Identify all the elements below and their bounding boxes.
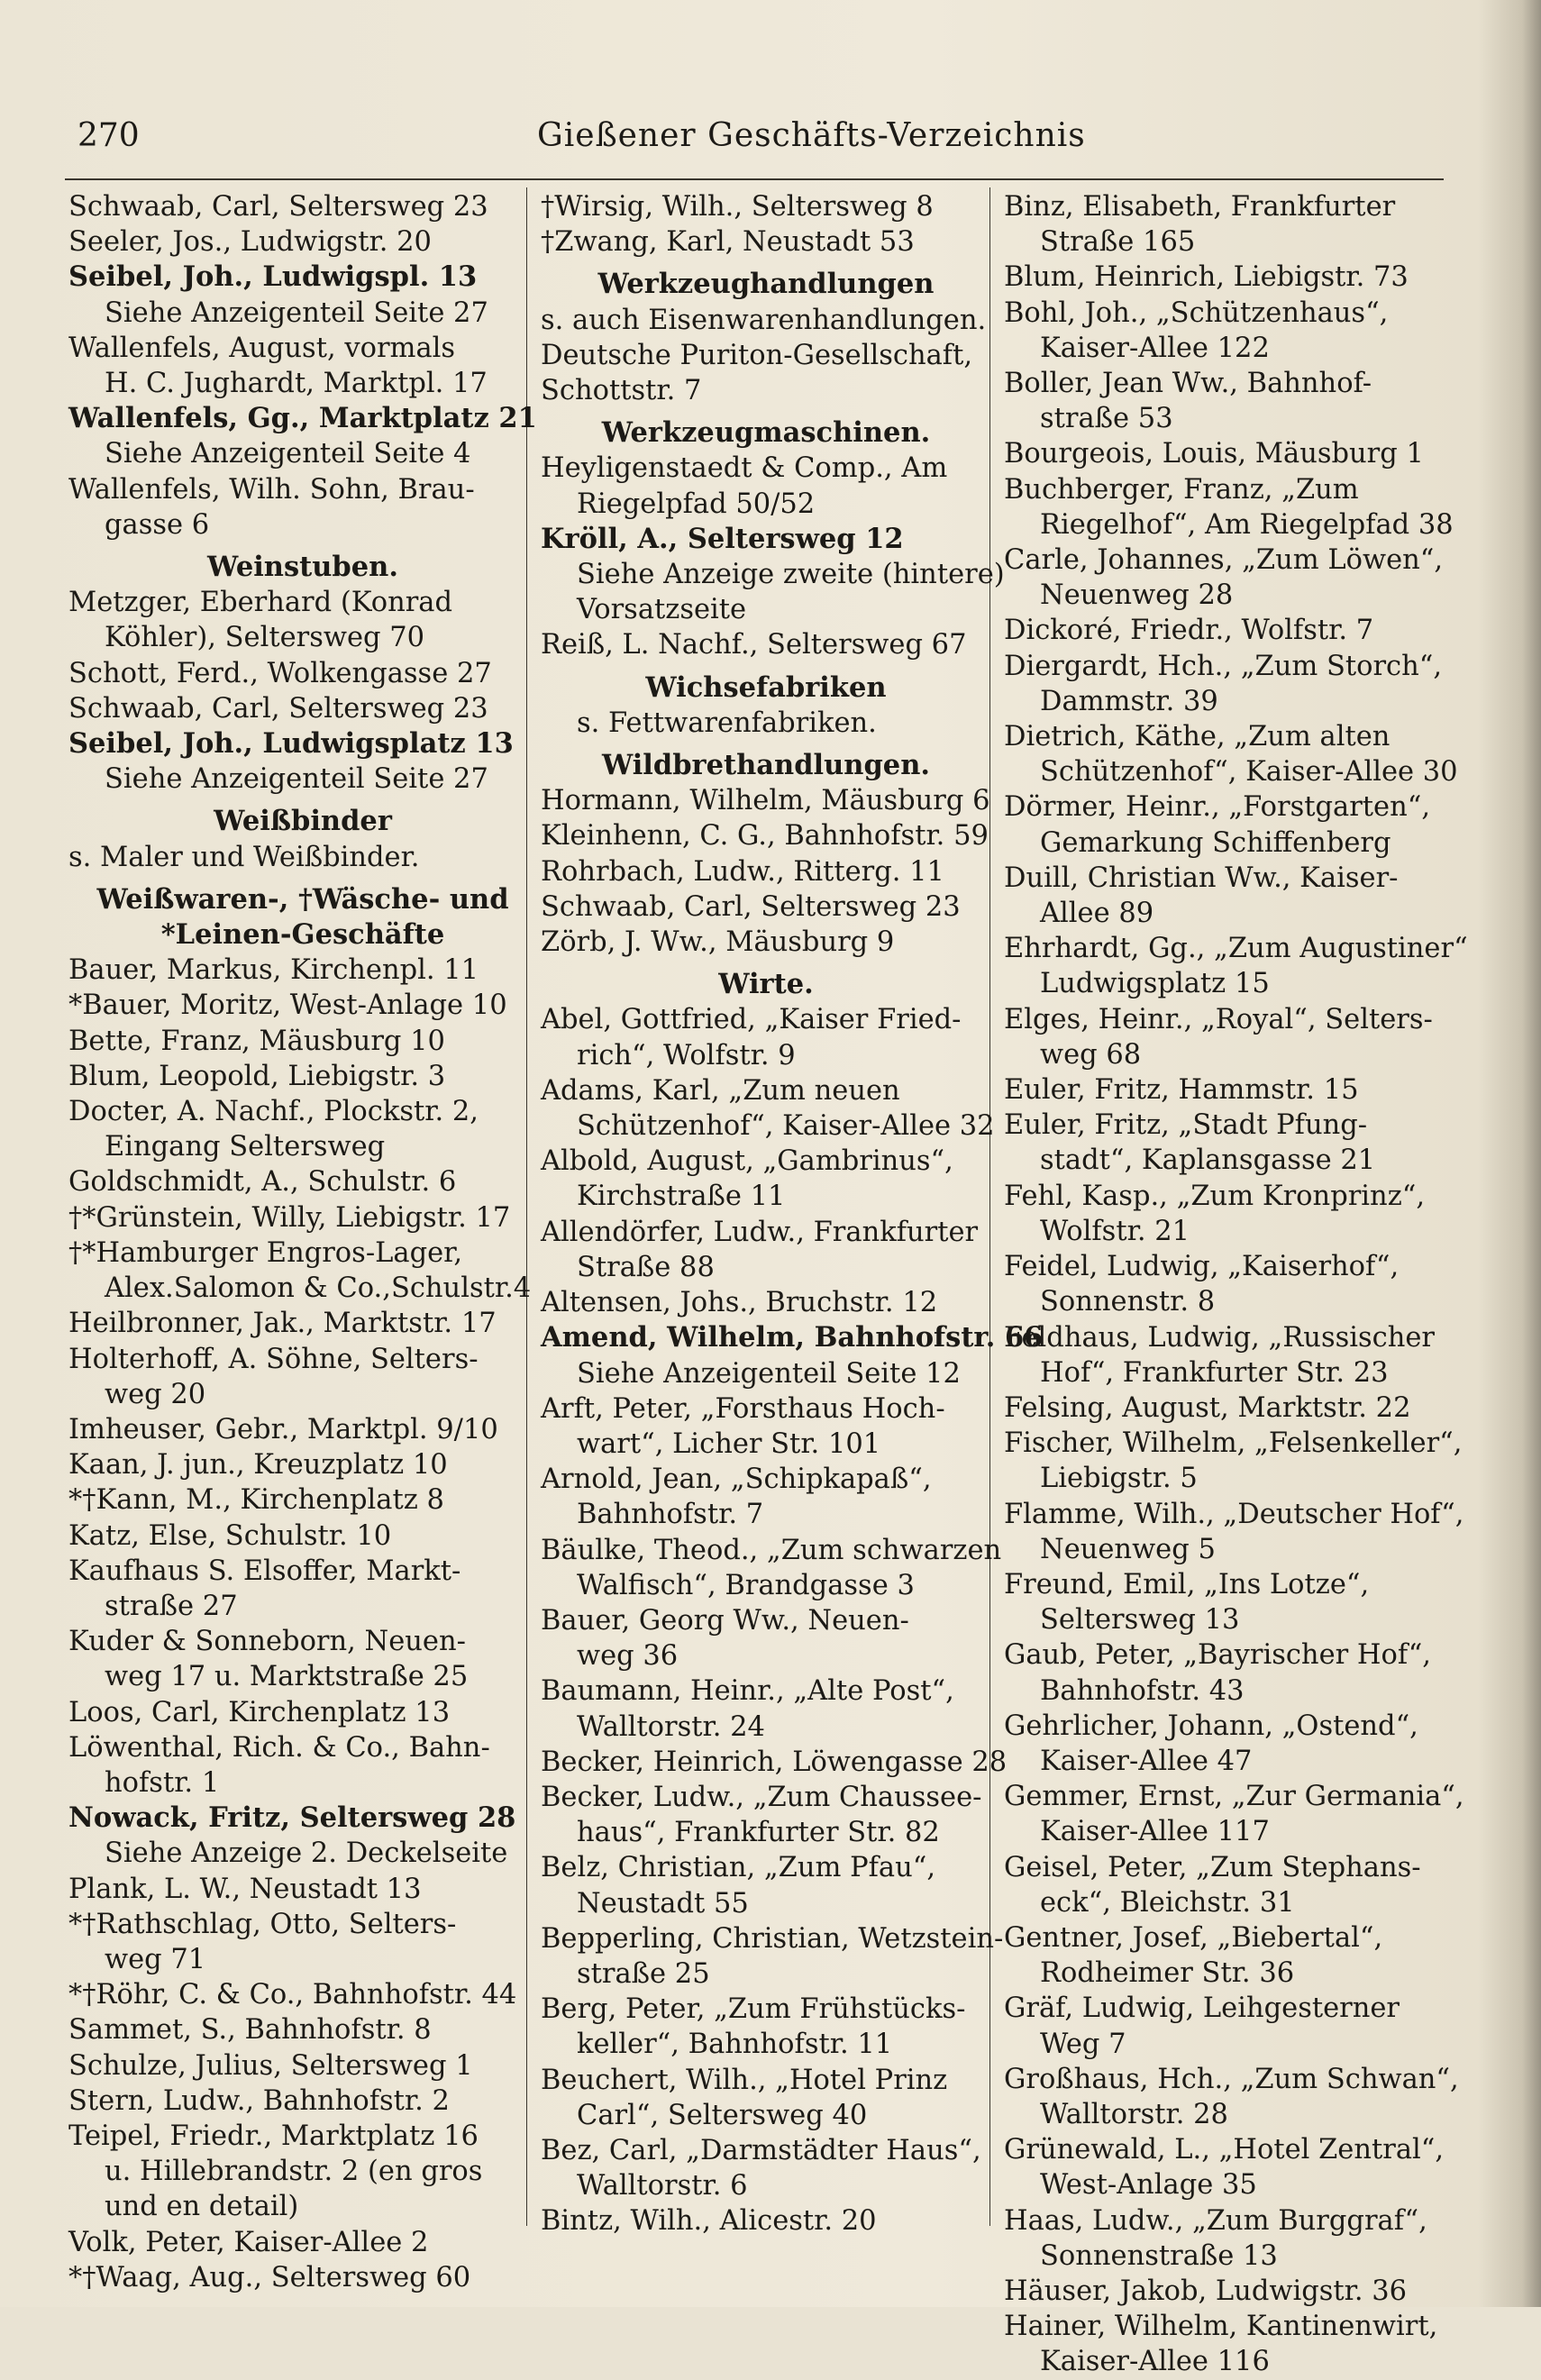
directory-entry-line: Bintz, Wilh., Alicestr. 20 (541, 2205, 877, 2238)
directory-entry-line: Bepperling, Christian, Wetzstein- (541, 1922, 1004, 1955)
directory-entry-line: Docter, A. Nachf., Plockstr. 2, (68, 1096, 479, 1128)
column-3 (1004, 189, 1468, 2378)
page-number: 270 (78, 117, 140, 154)
directory-entry-line: Walltorstr. 6 (577, 2170, 748, 2202)
directory-entry-line: Heilbronner, Jak., Marktstr. 17 (68, 1308, 497, 1340)
directory-entry-line: Felsing, August, Marktstr. 22 (1004, 1391, 1411, 1424)
directory-entry-line: Kleinhenn, C. G., Bahnhofstr. 59 (541, 820, 989, 853)
directory-entry-line: Ludwigsplatz 15 (1040, 968, 1270, 1000)
directory-entry-line: Wallenfels, August, vormals (68, 332, 456, 364)
directory-entry-line: Schottstr. 7 (541, 375, 702, 407)
page-fold-shadow (1478, 0, 1541, 2307)
directory-entry-line: Allendörfer, Ludw., Frankfurter (541, 1216, 979, 1248)
directory-entry-line: Kaiser-Allee 47 (1040, 1745, 1253, 1777)
directory-entry-line: Diergardt, Hch., „Zum Storch“, (1004, 650, 1443, 682)
directory-entry-line: Dietrich, Käthe, „Zum alten (1004, 721, 1391, 753)
directory-entry-line: Siehe Anzeigenteil Seite 4 (105, 438, 471, 470)
directory-entry-line: Schwaab, Carl, Seltersweg 23 (68, 191, 488, 223)
directory-entry-line: Dickoré, Friedr., Wolfstr. 7 (1004, 615, 1374, 647)
directory-entry-line: Allee 89 (1040, 898, 1154, 930)
directory-entry-line: Nowack, Fritz, Seltersweg 28 (68, 1801, 516, 1835)
directory-entry-line: Rodheimer Str. 36 (1040, 1957, 1295, 1990)
directory-entry-line: Zörb, J. Ww., Mäusburg 9 (541, 926, 895, 959)
directory-entry-line: Schützenhof“, Kaiser-Allee 32 (577, 1110, 995, 1143)
directory-entry-line: Seltersweg 13 (1040, 1604, 1240, 1637)
directory-entry-line: Dammstr. 39 (1040, 685, 1218, 717)
directory-entry-line: Dörmer, Heinr., „Forstgarten“, (1004, 791, 1431, 824)
directory-entry-line: Sonnenstraße 13 (1040, 2239, 1278, 2272)
directory-entry-line: s. Maler und Weißbinder. (68, 841, 420, 873)
directory-entry-line: Freund, Emil, „Ins Lotze“, (1004, 1568, 1370, 1600)
section-heading: Werkzeughandlungen (597, 268, 935, 301)
directory-entry-line: Belz, Christian, „Zum Pfau“, (541, 1852, 936, 1884)
directory-entry-line: straße 25 (577, 1957, 710, 1990)
directory-entry-line: straße 53 (1040, 403, 1173, 435)
directory-entry-line: Kaufhaus S. Elsoffer, Markt- (68, 1555, 461, 1587)
directory-entry-line: Baumann, Heinr., „Alte Post“, (541, 1675, 954, 1708)
directory-entry-line: Arft, Peter, „Forsthaus Hoch- (541, 1392, 945, 1425)
directory-entry-line: Schwaab, Carl, Seltersweg 23 (68, 692, 488, 725)
directory-entry-line: Neuenweg 28 (1040, 579, 1234, 612)
directory-entry-line: H. C. Jughardt, Marktpl. 17 (105, 368, 488, 400)
directory-entry-line: weg 17 u. Marktstraße 25 (105, 1661, 469, 1693)
directory-entry-line: Siehe Anzeigenteil Seite 27 (105, 296, 488, 329)
directory-entry-line: keller“, Bahnhofstr. 11 (577, 2029, 893, 2061)
directory-entry-line: Kaiser-Allee 122 (1040, 332, 1270, 364)
directory-entry-line: Grünewald, L., „Hotel Zentral“, (1004, 2134, 1445, 2166)
directory-entry-line: Bauer, Georg Ww., Neuen- (541, 1604, 909, 1637)
directory-entry-line: Gentner, Josef, „Biebertal“, (1004, 1921, 1383, 1954)
directory-entry-line: straße 27 (105, 1590, 238, 1622)
directory-entry-line: Bauer, Markus, Kirchenpl. 11 (68, 954, 479, 987)
directory-entry-line: Riegelhof“, Am Riegelpfad 38 (1040, 508, 1454, 541)
directory-entry-line: Imheuser, Gebr., Marktpl. 9/10 (68, 1413, 498, 1445)
directory-entry-line: Sammet, S., Bahnhofstr. 8 (68, 2014, 432, 2047)
running-title: Gießener Geschäfts-Verzeichnis (537, 117, 1086, 154)
directory-entry-line: Loos, Carl, Kirchenplatz 13 (68, 1696, 451, 1728)
directory-entry-line: Häuser, Jakob, Ludwigstr. 36 (1004, 2275, 1408, 2307)
directory-entry-line: Gemmer, Ernst, „Zur Germania“, (1004, 1781, 1464, 1813)
directory-entry-line: Deutsche Puriton-Gesellschaft, (541, 339, 973, 371)
directory-entry-line: Schwaab, Carl, Seltersweg 23 (541, 890, 961, 923)
directory-entry-line: Blum, Leopold, Liebigstr. 3 (68, 1060, 446, 1092)
directory-entry-line: Albold, August, „Gambrinus“, (541, 1145, 953, 1178)
directory-entry-line: Wolfstr. 21 (1040, 1215, 1190, 1247)
directory-entry-line: Holterhoff, A. Söhne, Selters- (68, 1343, 479, 1375)
directory-entry-line: Flamme, Wilh., „Deutscher Hof“, (1004, 1498, 1464, 1530)
directory-entry-line: Beuchert, Wilh., „Hotel Prinz (541, 2064, 948, 2096)
directory-entry-line: †Zwang, Karl, Neustadt 53 (541, 226, 915, 259)
directory-entry-line: Bourgeois, Louis, Mäusburg 1 (1004, 438, 1424, 470)
directory-entry-line: Bahnhofstr. 7 (577, 1499, 764, 1531)
directory-entry-line: Straße 165 (1040, 226, 1196, 259)
directory-entry-line: weg 36 (577, 1640, 679, 1673)
directory-entry-line: Alex.Salomon & Co.,Schulstr.4 (105, 1272, 532, 1305)
directory-entry-line: Binz, Elisabeth, Frankfurter (1004, 191, 1396, 223)
directory-entry-line: Carle, Johannes, „Zum Löwen“, (1004, 544, 1444, 577)
directory-entry-line: weg 20 (105, 1378, 206, 1410)
directory-entry-line: Kröll, A., Seltersweg 12 (541, 522, 904, 555)
directory-entry-line: Kuder & Sonneborn, Neuen- (68, 1626, 466, 1658)
directory-entry-line: Hof“, Frankfurter Str. 23 (1040, 1356, 1389, 1389)
page-header (78, 117, 1447, 168)
directory-entry-line: Löwenthal, Rich. & Co., Bahn- (68, 1731, 490, 1764)
directory-entry-line: Neustadt 55 (577, 1887, 749, 1920)
directory-entry-line: Bez, Carl, „Darmstädter Haus“, (541, 2134, 981, 2166)
directory-entry-line: Becker, Ludw., „Zum Chaussee- (541, 1781, 982, 1813)
directory-entry-line: Siehe Anzeigenteil Seite 27 (105, 763, 488, 796)
directory-entry-line: wart“, Licher Str. 101 (577, 1427, 881, 1460)
directory-entry-line: Weg 7 (1040, 2028, 1126, 2060)
directory-entry-line: Katz, Else, Schulstr. 10 (68, 1519, 392, 1552)
directory-entry-line: Metzger, Eberhard (Konrad (68, 587, 453, 619)
directory-entry-line: Neuenweg 5 (1040, 1533, 1216, 1565)
directory-entry-line: Gräf, Ludwig, Leihgesterner (1004, 1992, 1400, 2025)
directory-entry-line: Plank, L. W., Neustadt 13 (68, 1873, 422, 1905)
directory-entry-line: Boller, Jean Ww., Bahnhof- (1004, 368, 1372, 400)
directory-entry-line: Abel, Gottfried, „Kaiser Fried- (541, 1004, 962, 1036)
directory-entry-line: und en detail) (105, 2191, 299, 2223)
directory-entry-line: Walltorstr. 24 (577, 1710, 765, 1743)
directory-entry-line: Riegelpfad 50/52 (577, 488, 816, 520)
directory-entry-line: Gemarkung Schiffenberg (1040, 826, 1391, 859)
directory-entry-line: Köhler), Seltersweg 70 (105, 622, 425, 654)
directory-entry-line: *†Waag, Aug., Seltersweg 60 (68, 2261, 471, 2293)
directory-entry-line: haus“, Frankfurter Str. 82 (577, 1817, 940, 1849)
directory-entry-line: *†Kann, M., Kirchenplatz 8 (68, 1484, 444, 1517)
directory-entry-line: Fehl, Kasp., „Zum Kronprinz“, (1004, 1180, 1426, 1212)
directory-entry-line: Bohl, Joh., „Schützenhaus“, (1004, 296, 1389, 329)
directory-entry-line: stadt“, Kaplansgasse 21 (1040, 1144, 1376, 1177)
section-heading: Wirte. (718, 968, 814, 1001)
directory-entry-line: Kaiser-Allee 116 (1040, 2346, 1270, 2378)
column-1 (68, 189, 537, 2293)
directory-entry-line: Elges, Heinr., „Royal“, Selters- (1004, 1003, 1433, 1035)
directory-entry-line: Kirchstraße 11 (577, 1181, 786, 1213)
directory-entry-line: Walfisch“, Brandgasse 3 (577, 1569, 915, 1601)
directory-entry-line: Siehe Anzeige zweite (hintere) (577, 559, 1005, 591)
directory-entry-line: Schützenhof“, Kaiser-Allee 30 (1040, 756, 1458, 789)
directory-entry-line: Vorsatzseite (577, 594, 747, 626)
directory-entry-line: Goldschmidt, A., Schulstr. 6 (68, 1166, 457, 1199)
directory-entry-line: Blum, Heinrich, Liebigstr. 73 (1004, 261, 1409, 294)
directory-entry-line: rich“, Wolfstr. 9 (577, 1039, 796, 1071)
directory-entry-line: weg 68 (1040, 1038, 1142, 1071)
directory-entry-line: Adams, Karl, „Zum neuen (541, 1074, 900, 1107)
directory-entry-line: s. Fettwarenfabriken. (577, 707, 877, 739)
directory-entry-line: Wallenfels, Gg., Marktplatz 21 (68, 402, 537, 435)
directory-entry-line: Fischer, Wilhelm, „Felsenkeller“, (1004, 1427, 1463, 1460)
directory-entry-line: Hormann, Wilhelm, Mäusburg 6 (541, 785, 990, 817)
directory-entry-line: gasse 6 (105, 508, 210, 541)
directory-entry-line: Berg, Peter, „Zum Frühstücks- (541, 1993, 966, 2026)
directory-entry-line: Feidel, Ludwig, „Kaiserhof“, (1004, 1251, 1400, 1283)
directory-entry-line: s. auch Eisenwarenhandlungen. (541, 304, 987, 336)
directory-entry-line: †*Grünstein, Willy, Liebigstr. 17 (68, 1201, 511, 1234)
directory-entry-line: Bäulke, Theod., „Zum schwarzen (541, 1534, 1002, 1566)
directory-entry-line: Euler, Fritz, „Stadt Pfung- (1004, 1109, 1368, 1142)
directory-entry-line: u. Hillebrandstr. 2 (en gros (105, 2156, 483, 2188)
directory-entry-line: †*Hamburger Engros-Lager, (68, 1236, 463, 1269)
directory-entry-line: Siehe Anzeige 2. Deckelseite (105, 1837, 508, 1870)
section-heading: *Leinen-Geschäfte (160, 918, 445, 952)
directory-entry-line: Buchberger, Franz, „Zum (1004, 473, 1359, 506)
section-heading: Weißwaren-, †Wäsche- und (96, 882, 509, 916)
directory-entry-line: Bahnhofstr. 43 (1040, 1674, 1245, 1707)
directory-entry-line: *Bauer, Moritz, West-Anlage 10 (68, 989, 507, 1022)
directory-entry-line: *†Röhr, C. & Co., Bahnhofstr. 44 (68, 1979, 517, 2011)
directory-entry-line: *†Rathschlag, Otto, Selters- (68, 1908, 457, 1940)
directory-entry-line: Feldhaus, Ludwig, „Russischer (1004, 1321, 1436, 1354)
directory-entry-line: Wallenfels, Wilh. Sohn, Brau- (68, 473, 475, 506)
directory-entry-line: Stern, Ludw., Bahnhofstr. 2 (68, 2084, 450, 2117)
directory-entry-line: Liebigstr. 5 (1040, 1463, 1198, 1495)
directory-entry-line: Becker, Heinrich, Löwengasse 28 (541, 1746, 1008, 1778)
directory-entry-line: Seibel, Joh., Ludwigspl. 13 (68, 260, 478, 294)
section-heading: Wichsefabriken (645, 670, 887, 704)
directory-entry-line: Geisel, Peter, „Zum Stephans- (1004, 1851, 1421, 1883)
directory-entry-line: Ehrhardt, Gg., „Zum Augustiner“ (1004, 933, 1468, 965)
section-heading: Weißbinder (214, 805, 392, 838)
directory-entry-line: Teipel, Friedr., Marktplatz 16 (68, 2120, 479, 2152)
directory-entry-line: †Wirsig, Wilh., Seltersweg 8 (541, 191, 934, 223)
section-heading: Weinstuben. (207, 551, 398, 584)
directory-entry-line: Hainer, Wilhelm, Kantinenwirt, (1004, 2311, 1438, 2343)
directory-entry-line: eck“, Bleichstr. 31 (1040, 1886, 1295, 1919)
header-rule (65, 178, 1444, 180)
directory-entry-line: Kaan, J. jun., Kreuzplatz 10 (68, 1449, 448, 1482)
directory-entry-line: Altensen, Johs., Bruchstr. 12 (541, 1287, 938, 1319)
section-heading: Werkzeugmaschinen. (601, 416, 931, 450)
directory-entry-line: Siehe Anzeigenteil Seite 12 (577, 1357, 961, 1390)
directory-entry-line: hofstr. 1 (105, 1766, 220, 1799)
directory-entry-line: Rohrbach, Ludw., Ritterg. 11 (541, 855, 944, 888)
section-heading: Wildbrethandlungen. (601, 749, 930, 782)
directory-entry-line: Reiß, L. Nachf., Seltersweg 67 (541, 629, 967, 661)
directory-entry-line: Bette, Franz, Mäusburg 10 (68, 1025, 445, 1057)
directory-entry-line: Großhaus, Hch., „Zum Schwan“, (1004, 2063, 1459, 2095)
directory-entry-line: Heyligenstaedt & Comp., Am (541, 452, 948, 485)
directory-entry-line: Walltorstr. 28 (1040, 2098, 1228, 2130)
directory-entry-line: Kaiser-Allee 117 (1040, 1816, 1270, 1848)
directory-entry-line: Euler, Fritz, Hammstr. 15 (1004, 1074, 1359, 1107)
directory-entry-line: Amend, Wilhelm, Bahnhofstr. 66 (541, 1321, 1044, 1354)
directory-entry-line: Arnold, Jean, „Schipkapaß“, (541, 1464, 932, 1496)
directory-entry-line: Gaub, Peter, „Bayrischer Hof“, (1004, 1639, 1432, 1672)
directory-entry-line: Gehrlicher, Johann, „Ostend“, (1004, 1710, 1418, 1742)
directory-entry-line: Carl“, Seltersweg 40 (577, 2099, 868, 2131)
directory-entry-line: Straße 88 (577, 1251, 715, 1283)
directory-entry-line: West-Anlage 35 (1040, 2169, 1257, 2202)
directory-entry-line: Haas, Ludw., „Zum Burggraf“, (1004, 2204, 1427, 2237)
directory-entry-line: weg 71 (105, 1943, 206, 1975)
directory-entry-line: Seeler, Jos., Ludwigstr. 20 (68, 226, 432, 259)
column-2 (541, 189, 1044, 2238)
directory-entry-line: Volk, Peter, Kaiser-Allee 2 (68, 2226, 429, 2258)
directory-entry-line: Schott, Ferd., Wolkengasse 27 (68, 657, 492, 689)
directory-entry-line: Eingang Seltersweg (105, 1131, 386, 1163)
directory-entry-line: Seibel, Joh., Ludwigsplatz 13 (68, 727, 514, 761)
directory-entry-line: Sonnenstr. 8 (1040, 1286, 1216, 1318)
directory-entry-line: Duill, Christian Ww., Kaiser- (1004, 862, 1399, 894)
directory-entry-line: Schulze, Julius, Seltersweg 1 (68, 2049, 473, 2082)
